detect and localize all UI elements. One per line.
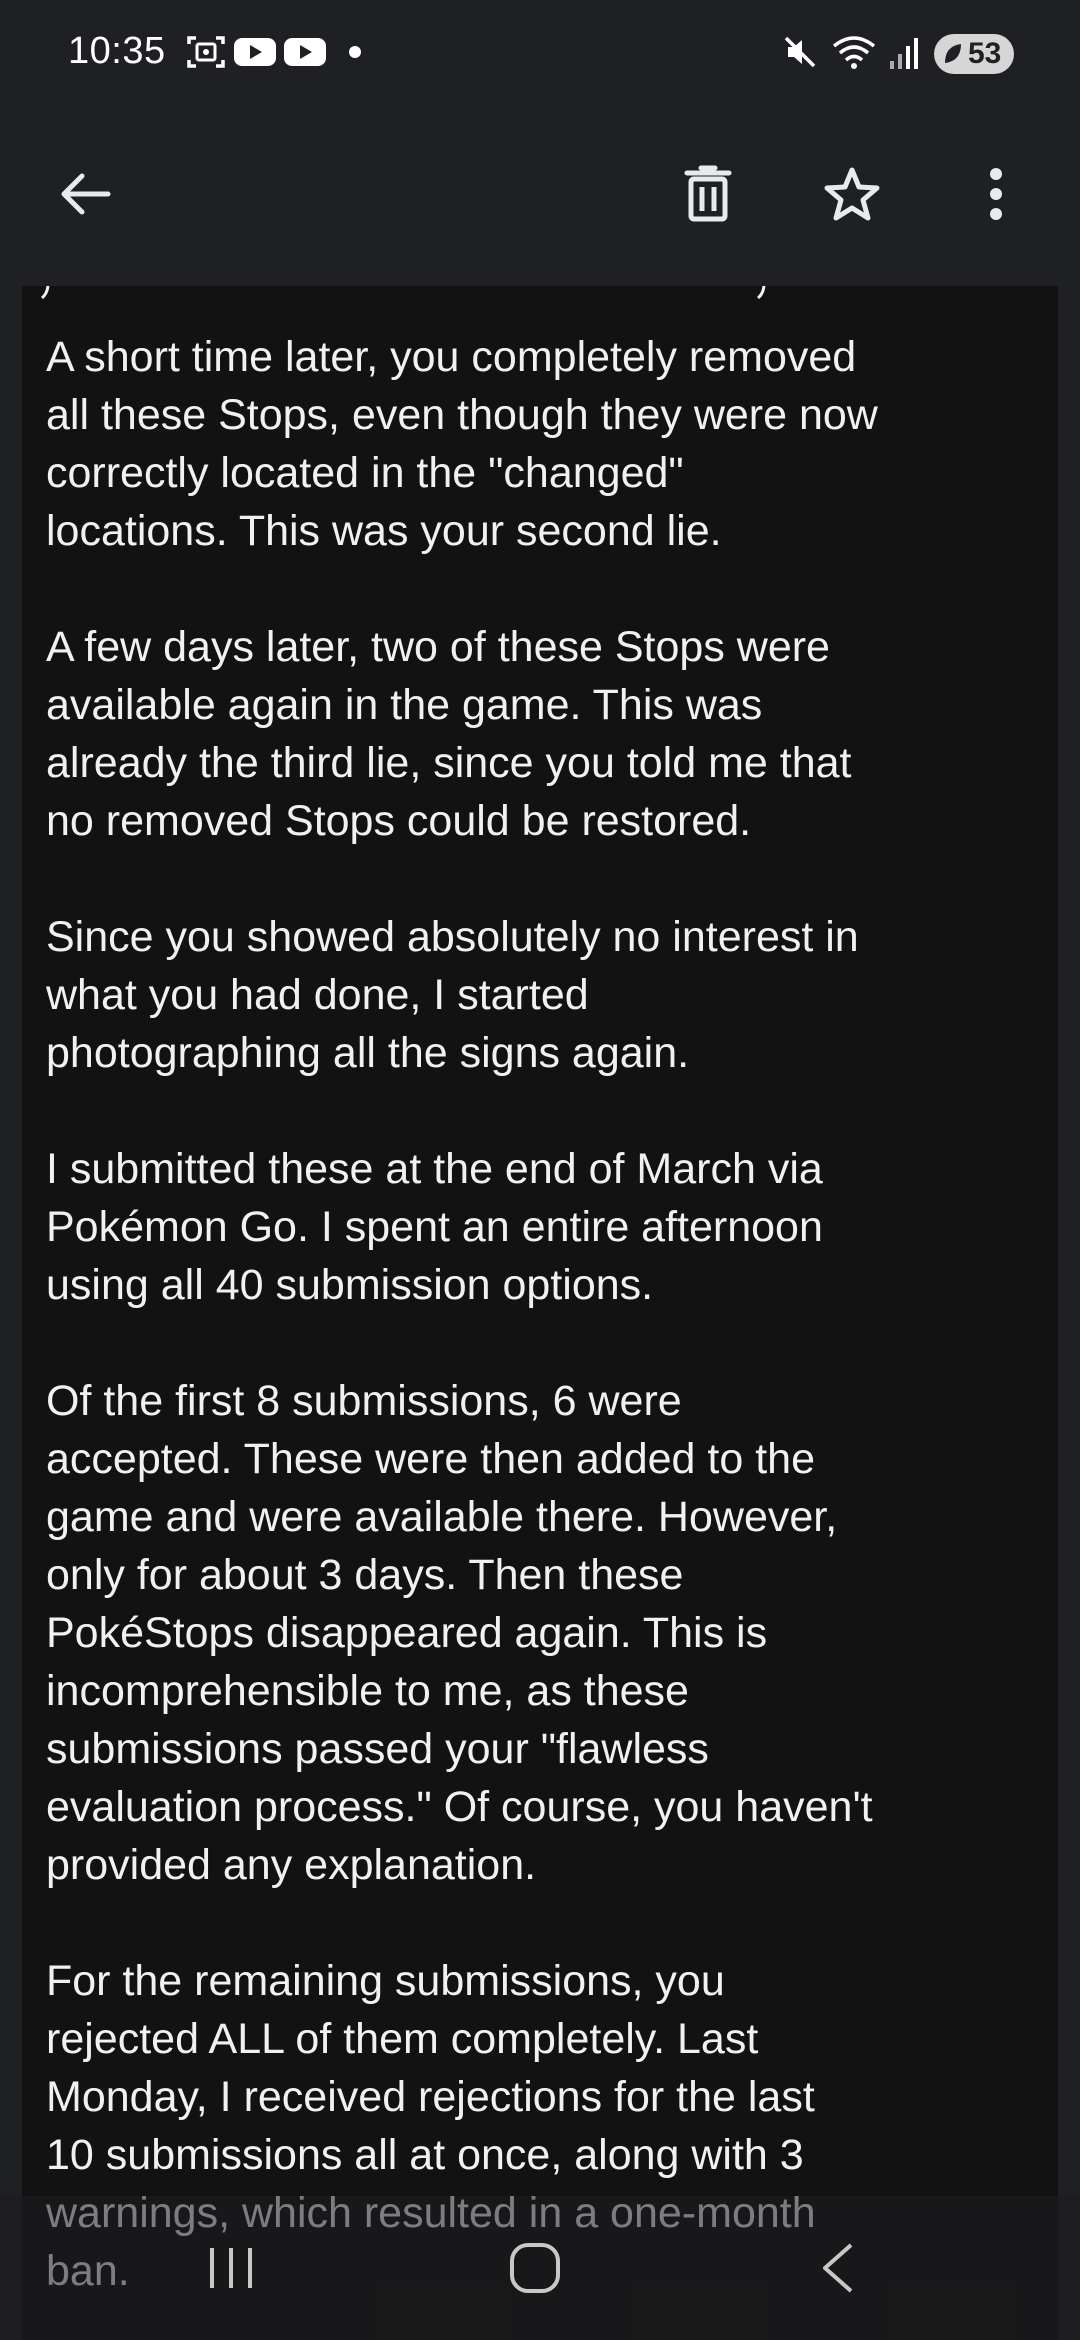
youtube-icon <box>234 36 276 73</box>
back-button[interactable] <box>42 152 126 236</box>
wifi-icon <box>832 34 876 75</box>
mute-icon <box>782 34 818 75</box>
recent-apps-icon <box>204 2244 258 2292</box>
toolbar <box>0 110 1080 286</box>
email-paragraph: A short time later, you completely removed all these Stops, even though they were now correctly located in the "changed" locations. This was your second lie. <box>46 333 878 555</box>
back-icon <box>817 2241 857 2295</box>
status-bar <box>0 0 1080 110</box>
email-body[interactable] <box>22 286 1058 2340</box>
email-text <box>46 328 1036 2340</box>
email-paragraph: Of the first 8 submissions, 6 were accepted. These were then added to the game and were available there. However, only for about 3 days. Then these PokéStops disappeared again. This is incomprehensible to me, as these submissions passed your "flawless evaluation process." Of course, you haven't provided any explanation. <box>46 1377 873 1889</box>
recent-apps-button[interactable] <box>186 2232 276 2304</box>
home-icon <box>508 2241 562 2295</box>
delete-icon <box>683 164 733 224</box>
email-paragraph: For the remaining submissions, you rejected ALL of them completely. Last Monday, I received rejections for the last 10 submissions all at once, along with 3 <box>46 1957 815 2179</box>
signal-icon <box>890 35 920 74</box>
star-button[interactable] <box>810 152 894 236</box>
notification-dot-icon <box>348 45 362 64</box>
delete-button[interactable] <box>666 152 750 236</box>
battery-level: 53 <box>968 37 1002 70</box>
back-arrow-icon <box>56 170 112 218</box>
email-paragraph: Since you showed absolutely no interest in what you had done, I started photographing all the signs again. <box>46 913 859 1077</box>
email-paragraph: I submitted these at the end of March via Pokémon Go. I spent an entire afternoon using all 40 submission options. <box>46 1145 823 1309</box>
email-paragraph: A few days later, two of these Stops were available again in the game. This was already the third lie, since you told me that no removed Stops could be restored. <box>46 623 852 845</box>
battery-icon <box>934 34 1014 74</box>
navigation-bar <box>0 2196 1080 2340</box>
status-time: 10:35 <box>68 30 166 72</box>
battery-saver-leaf-icon <box>942 41 964 67</box>
star-icon <box>823 166 881 222</box>
screenshot-icon <box>186 34 226 75</box>
status-left-icons <box>186 34 362 74</box>
clipped-text-remnant <box>22 286 1058 300</box>
youtube-icon <box>284 36 326 73</box>
status-right-icons <box>782 32 1014 76</box>
system-back-button[interactable] <box>792 2232 882 2304</box>
more-vert-icon <box>986 166 1006 222</box>
more-options-button[interactable] <box>954 152 1038 236</box>
home-button[interactable] <box>490 2232 580 2304</box>
